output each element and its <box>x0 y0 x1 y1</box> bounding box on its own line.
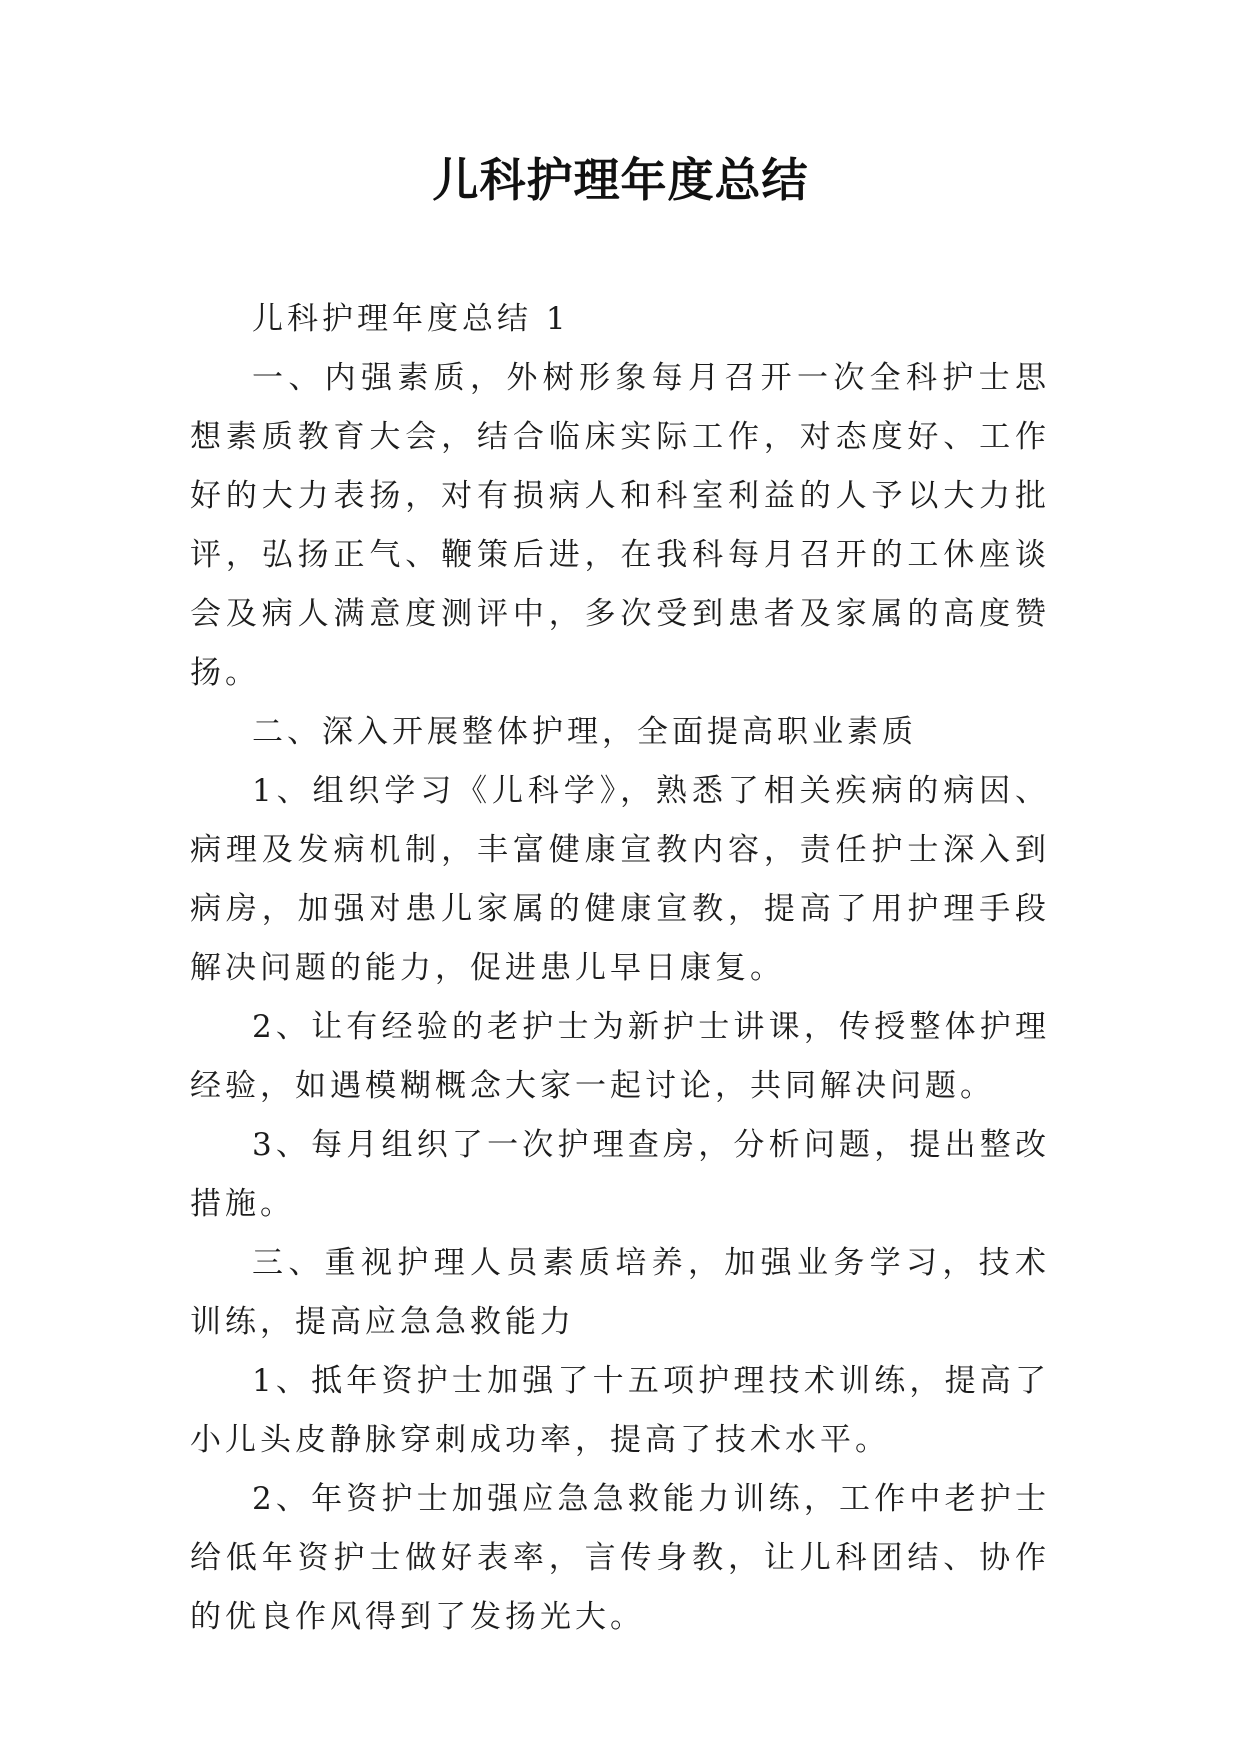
paragraph-training-2: 2、年资护士加强应急急救能力训练，工作中老护士给低年资护士做好表率，言传身教，让儿科团结、协作的优良作风得到了发扬光大。 <box>190 1481 1050 1635</box>
section-heading-3: 三、重视护理人员素质培养，加强业务学习，技术训练，提高应急急救能力 <box>190 1245 1050 1340</box>
document-body <box>190 290 1050 1647</box>
paragraph-item-2: 2、让有经验的老护士为新护士讲课，传授整体护理经验，如遇模糊概念大家一起讨论，共同解决问题。 <box>190 1009 1050 1104</box>
paragraph-item-3: 3、每月组织了一次护理查房，分析问题，提出整改措施。 <box>190 1127 1050 1222</box>
paragraph-item-1: 1、组织学习《儿科学》，熟悉了相关疾病的病因、病理及发病机制，丰富健康宣教内容，责任护士深入到病房，加强对患儿家属的健康宣教，提高了用护理手段解决问题的能力，促进患儿早日康复。 <box>190 773 1050 986</box>
paragraph-training-1: 1、抵年资护士加强了十五项护理技术训练，提高了小儿头皮静脉穿刺成功率，提高了技术水平。 <box>190 1363 1050 1458</box>
section-heading-2: 二、深入开展整体护理，全面提高职业素质 <box>252 714 917 750</box>
paragraph-quality: 一、内强素质，外树形象每月召开一次全科护士思想素质教育大会，结合临床实际工作，对态度好、工作好的大力表扬，对有损病人和科室利益的人予以大力批评，弘扬正气、鞭策后进，在我科每月召开的工休座谈会及病人满意度测评中，多次受到患者及家属的高度赞扬。 <box>190 360 1050 691</box>
document-title: 儿科护理年度总结 <box>432 153 809 207</box>
section-heading-1: 儿科护理年度总结 1 <box>252 301 570 337</box>
